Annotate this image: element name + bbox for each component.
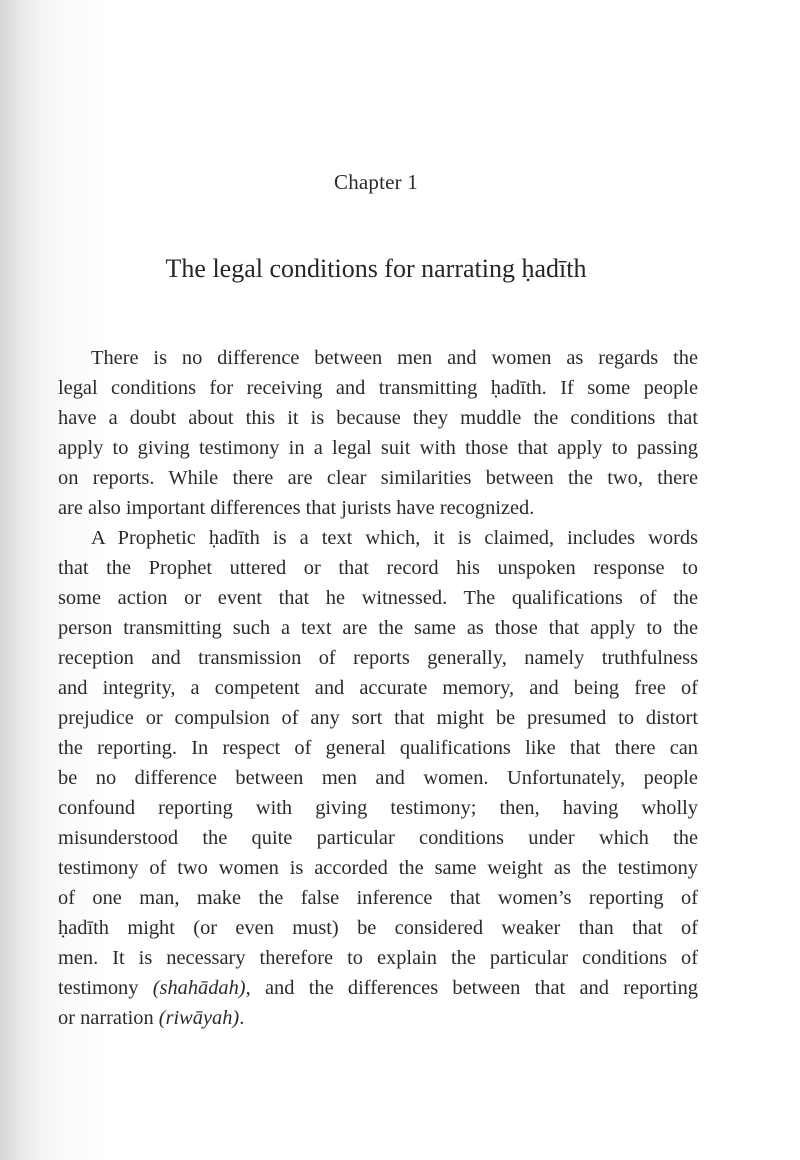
text-line xyxy=(58,973,698,1003)
text-line: reception and transmission of reports generally, namely truthfulness xyxy=(58,647,698,669)
text-line: confound reporting with giving testimony; then, having wholly xyxy=(58,797,698,819)
text-line: have a doubt about this it is because they muddle the conditions that xyxy=(58,407,698,429)
text-line xyxy=(58,1003,698,1033)
text-line: A Prophetic ḥadīth is a text which, it is claimed, includes words xyxy=(91,527,698,549)
italic-term-riwayah: (riwāyah) xyxy=(158,1007,240,1029)
body-text xyxy=(58,343,698,1033)
text-line: men. It is necessary therefore to explain the particular conditions of xyxy=(58,947,698,969)
chapter-number: Chapter 1 xyxy=(333,170,419,194)
text-line: apply to giving testimony in a legal suit with those that apply to passing xyxy=(58,437,698,459)
paragraph-2 xyxy=(58,523,698,1033)
text-run: , and the differences between that and reporting xyxy=(245,977,698,999)
paragraph-1 xyxy=(58,343,698,523)
text-line: ḥadīth might (or even must) be considered weaker than that of xyxy=(58,917,698,939)
text-line: of one man, make the false inference that women’s reporting of xyxy=(58,887,698,909)
text-line: testimony of two women is accorded the same weight as the testimony xyxy=(58,857,698,879)
text-run: . xyxy=(239,1007,245,1029)
text-line: misunderstood the quite particular conditions under which the xyxy=(58,827,698,849)
text-line: and integrity, a competent and accurate memory, and being free of xyxy=(58,677,698,699)
italic-term-shahadah: (shahādah) xyxy=(152,977,246,999)
text-line: be no difference between men and women. Unfortunately, people xyxy=(58,767,698,789)
text-line: are also important differences that jurists have recognized. xyxy=(58,497,535,519)
text-line: person transmitting such a text are the same as those that apply to the xyxy=(58,617,698,639)
text-line: that the Prophet uttered or that record his unspoken response to xyxy=(58,557,698,579)
text-run: testimony xyxy=(58,977,153,999)
text-line: on reports. While there are clear similarities between the two, there xyxy=(58,467,698,489)
text-line: legal conditions for receiving and transmitting ḥadīth. If some people xyxy=(58,377,698,399)
text-line: some action or event that he witnessed. The qualifications of the xyxy=(58,587,698,609)
text-line: the reporting. In respect of general qualifications like that there can xyxy=(58,737,698,759)
text-run: or narration xyxy=(58,1007,159,1029)
text-line: There is no difference between men and women as regards the xyxy=(91,347,698,369)
chapter-title: The legal conditions for narrating ḥadīth xyxy=(165,254,587,283)
text-line: prejudice or compulsion of any sort that might be presumed to distort xyxy=(58,707,698,729)
